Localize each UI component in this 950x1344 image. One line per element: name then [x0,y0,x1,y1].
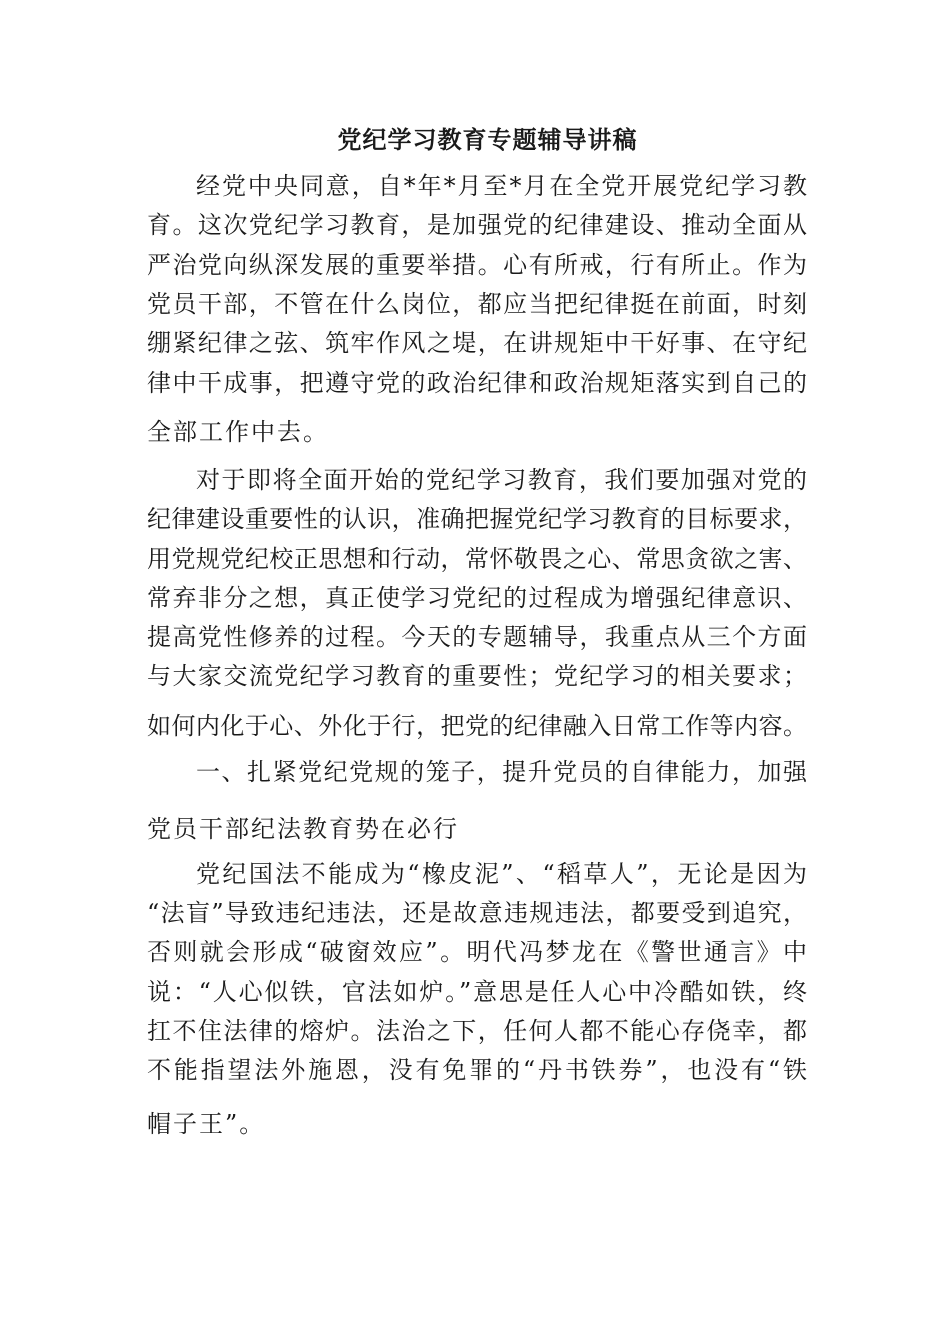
paragraph-2-line-5: 提高党性修养的过程。今天的专题辅导，我重点从三个方面 [147,623,807,651]
paragraph-2-line-1: 对于即将全面开始的党纪学习教育，我们要加强对党的 [196,466,807,494]
paragraph-2-line-3: 用党规党纪校正思想和行动，常怀敬畏之心、常思贪欲之害、 [147,545,807,573]
paragraph-1-line-2: 育。这次党纪学习教育，是加强党的纪律建设、推动全面从 [147,211,807,239]
document-title: 党纪学习教育专题辅导讲稿 [337,125,638,154]
paragraph-1-line-7: 全部工作中去。 [147,418,329,446]
paragraph-3-line-7: 帽子王”。 [147,1110,266,1138]
section-heading-line-2: 党员干部纪法教育势在必行 [147,815,459,843]
paragraph-3-line-4: 说：“人心似铁，官法如炉。”意思是任人心中冷酷如铁，终 [147,978,807,1006]
paragraph-2-line-6: 与大家交流党纪学习教育的重要性；党纪学习的相关要求； [147,662,807,690]
paragraph-3-line-3: 否则就会形成“破窗效应”。明代冯梦龙在《警世通言》中 [147,938,807,966]
paragraph-3-line-5: 扛不住法律的熔炉。法治之下，任何人都不能心存侥幸，都 [147,1017,807,1045]
paragraph-1-line-6: 律中干成事，把遵守党的政治纪律和政治规矩落实到自己的 [147,369,807,397]
paragraph-1-line-3: 严治党向纵深发展的重要举措。心有所戒，行有所止。作为 [147,251,807,279]
section-heading-line-1: 一、扎紧党纪党规的笼子，提升党员的自律能力，加强 [196,758,807,786]
paragraph-1-line-5: 绷紧纪律之弦、筑牢作风之堤，在讲规矩中干好事、在守纪 [147,329,807,357]
paragraph-2-line-2: 纪律建设重要性的认识，准确把握党纪学习教育的目标要求， [147,505,807,533]
paragraph-2-line-4: 常弃非分之想，真正使学习党纪的过程成为增强纪律意识、 [147,584,807,612]
paragraph-1-line-1: 经党中央同意，自*年*月至*月在全党开展党纪学习教 [196,172,807,200]
paragraph-2-line-7: 如何内化于心、外化于行，把党的纪律融入日常工作等内容。 [147,712,807,740]
paragraph-3-line-6: 不能指望法外施恩，没有免罪的“丹书铁券”，也没有“铁 [147,1056,807,1084]
paragraph-1-line-4: 党员干部，不管在什么岗位，都应当把纪律挺在前面，时刻 [147,290,807,318]
paragraph-3-line-1: 党纪国法不能成为“橡皮泥”、“稻草人”，无论是因为 [196,860,807,888]
paragraph-3-line-2: “法盲”导致违纪违法，还是故意违规违法，都要受到追究， [147,899,807,927]
